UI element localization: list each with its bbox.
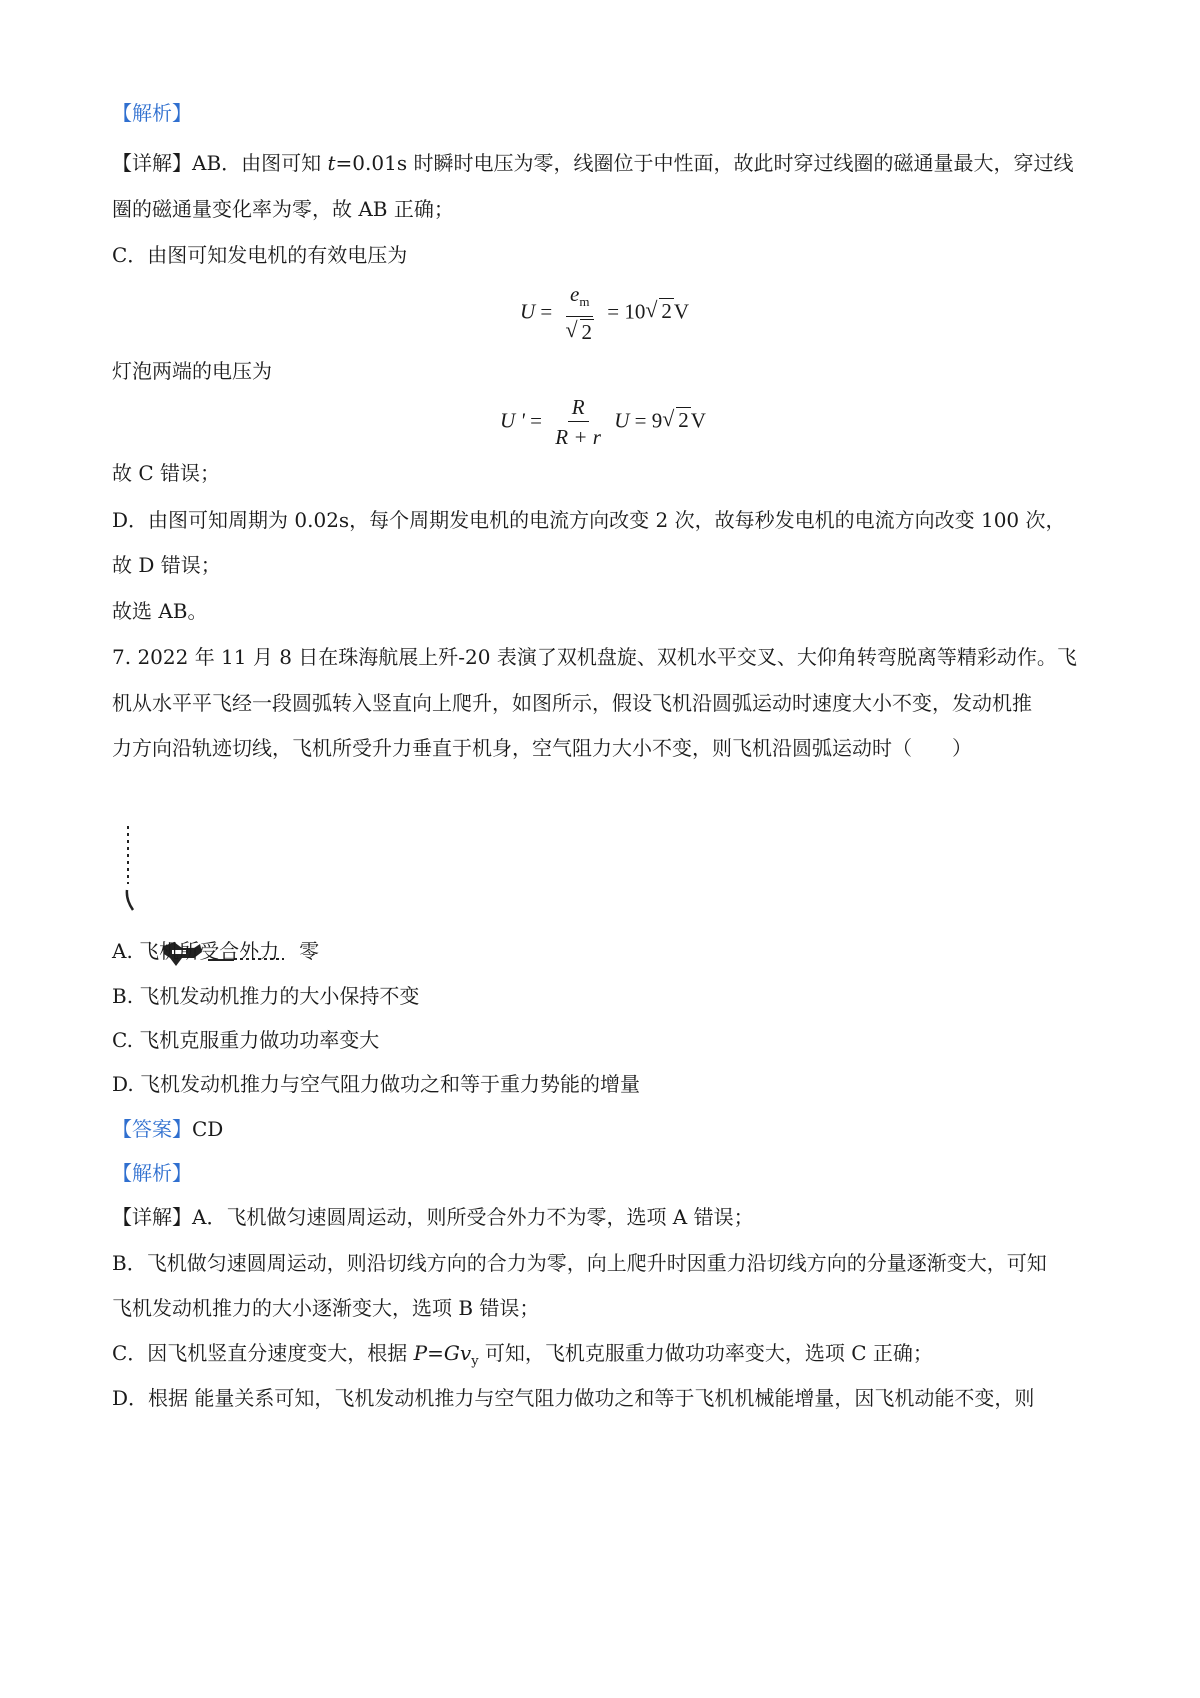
var-t: t bbox=[327, 151, 336, 175]
q7-detail-b1: B．飞机做匀速圆周运动，则沿切线方向的合力为零，向上爬升时因重力沿切线方向的分量逐渐变大，可知 bbox=[112, 1251, 1047, 1275]
formula-sub: y bbox=[471, 1354, 479, 1369]
q6-c-intro: C．由图可知发电机的有效电压为 bbox=[112, 243, 408, 267]
q6-detail-ab-line1 bbox=[112, 148, 1073, 178]
q6-c-conclusion: 故 C 错误； bbox=[112, 461, 221, 485]
formula-p: P bbox=[413, 1341, 428, 1365]
eq-rhs-coef: = 10 bbox=[607, 299, 646, 324]
analysis-label: 【解析】 bbox=[112, 101, 192, 125]
q7-stem-line3: 力方向沿轨迹切线，飞机所受升力垂直于机身，空气阻力大小不变，则飞机沿圆弧运动时（ ） bbox=[112, 736, 972, 760]
equation-lamp-voltage bbox=[500, 395, 706, 450]
answer-value: CD bbox=[192, 1117, 224, 1141]
q7-stem-line1: 7. 2022 年 11 月 8 日在珠海航展上歼-20 表演了双机盘旋、双机水平交叉、大仰角转弯脱离等精彩动作。飞 bbox=[112, 645, 1077, 669]
em-subscript: m bbox=[579, 294, 590, 310]
text: AB．由图可知 bbox=[192, 151, 328, 175]
q7-option-d: D. 飞机发动机推力与空气阻力做功之和等于重力势能的增量 bbox=[112, 1072, 641, 1096]
q7-analysis-label: 【解析】 bbox=[112, 1161, 192, 1185]
eq-mid: U bbox=[614, 408, 630, 433]
eq-lhs: U ' bbox=[500, 408, 525, 433]
eq-rhs-coef: = 9 bbox=[634, 408, 663, 433]
lamp-voltage-intro: 灯泡两端的电压为 bbox=[112, 359, 272, 383]
formula-eq: = bbox=[427, 1341, 444, 1365]
q7-stem-line2: 机从水平平飞经一段圆弧转入竖直向上爬升，如图所示，假设飞机沿圆弧运动时速度大小不变，发动机推 bbox=[112, 691, 1032, 715]
q7-detail-a bbox=[112, 1202, 754, 1232]
sqrt: √ 2 bbox=[565, 317, 593, 345]
text: 可知，飞机克服重力做功功率变大，选项 C 正确； bbox=[478, 1341, 933, 1365]
text: =0.01s 时瞬时电压为零，线圈位于中性面，故此时穿过线圈的磁通量最大，穿过线 bbox=[335, 151, 1074, 175]
detail-tag: 【详解】 bbox=[112, 151, 192, 175]
detail-tag: 【详解】 bbox=[112, 1205, 192, 1229]
q7-option-a: A. 飞机所受合外力 零 bbox=[112, 939, 320, 963]
formula-v: v bbox=[459, 1341, 472, 1365]
arc-path bbox=[127, 890, 133, 910]
q7-detail-d: D．根据 能量关系可知，飞机发动机推力与空气阻力做功之和等于飞机机械能增量，因飞机动能不变，则 bbox=[112, 1386, 1035, 1410]
eq-unit: V bbox=[673, 299, 690, 324]
q7-option-b: B. 飞机发动机推力的大小保持不变 bbox=[112, 984, 420, 1008]
text: A．飞机做匀速圆周运动，则所受合外力不为零，选项 A 错误； bbox=[192, 1205, 754, 1229]
q6-d-line1: D．由图可知周期为 0.02s，每个周期发电机的电流方向改变 2 次，故每秒发电机的电流方向改变 100 次， bbox=[112, 508, 1066, 532]
eq-denominator bbox=[562, 317, 599, 345]
em-symbol: e bbox=[570, 282, 580, 306]
sqrt: √ 2 bbox=[645, 297, 672, 324]
q6-detail-ab-line2: 圈的磁通量变化率为零，故 AB 正确； bbox=[112, 197, 454, 221]
eq-denominator: R + r bbox=[555, 425, 601, 449]
formula-g: G bbox=[443, 1341, 460, 1365]
eq-sign: = bbox=[540, 299, 553, 324]
sqrt: √ 2 bbox=[662, 406, 689, 433]
q7-answer bbox=[112, 1114, 223, 1144]
eq-lhs: U bbox=[520, 299, 536, 324]
equation-effective-voltage bbox=[520, 282, 689, 345]
q6-final: 故选 AB。 bbox=[112, 599, 208, 623]
answer-tag: 【答案】 bbox=[112, 1117, 192, 1141]
q6-d-line2: 故 D 错误； bbox=[112, 553, 221, 577]
q7-detail-b2: 飞机发动机推力的大小逐渐变大，选项 B 错误； bbox=[112, 1296, 540, 1320]
q7-option-c: C. 飞机克服重力做功功率变大 bbox=[112, 1028, 380, 1052]
text: C．因飞机竖直分速度变大，根据 bbox=[112, 1341, 414, 1365]
eq-unit: V bbox=[690, 408, 706, 433]
eq-sign: = bbox=[530, 408, 543, 433]
eq-numerator bbox=[566, 282, 593, 317]
eq-fraction bbox=[551, 395, 605, 450]
eq-numerator: R bbox=[568, 395, 589, 422]
q7-detail-c bbox=[112, 1338, 933, 1377]
eq-fraction bbox=[562, 282, 599, 345]
